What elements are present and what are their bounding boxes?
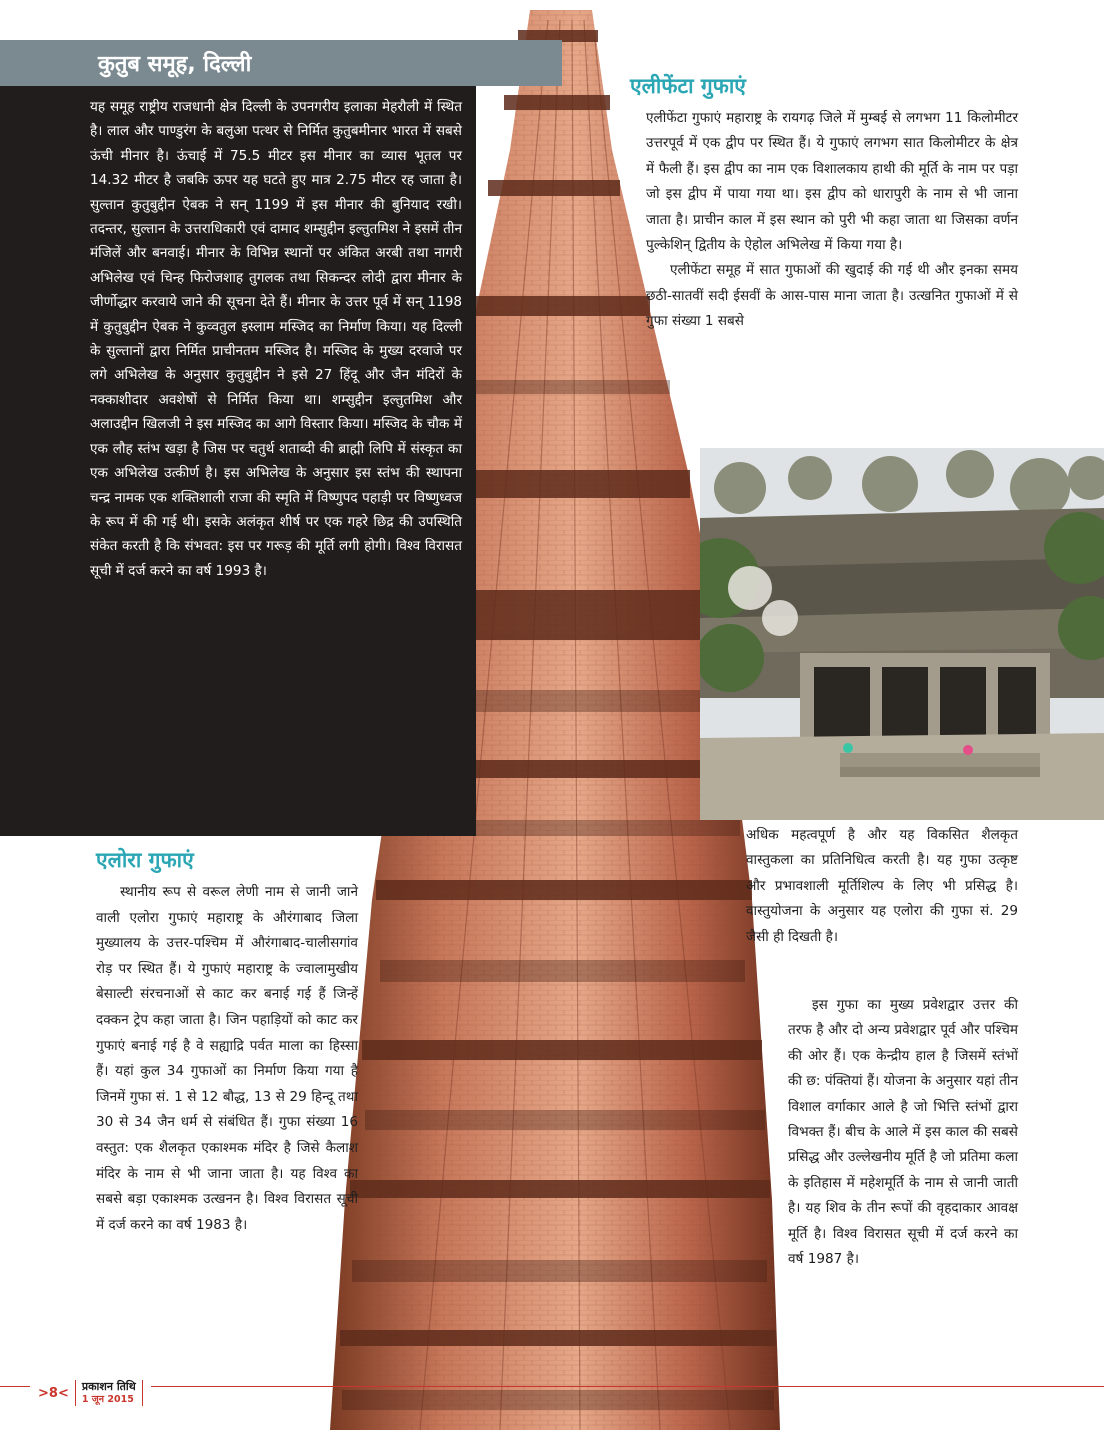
elephanta-paragraph-1: एलीफेंटा गुफाएं महाराष्ट्र के रायगढ़ जिले में मुम्बई से लगभग 11 किलोमीटर उत्तरपूर्व में एक द्वीप पर स्थित हैं। ये गुफाएं लगभग सात किलोमीटर के क्षेत्र में फैली हैं। इस द्वीप का नाम एक विशालकाय हाथी की मूर्ति के नाम पर पड़ा जो इस द्वीप में पाया गया था। इस द्वीप को धारापुरी के नाम से भी जाना जाता है। प्राचीन काल में इस स्थान को पुरी भी कहा जाता था जिसका वर्णन पुल्केशिन् द्वितीय के ऐहोल अभिलेख में किया गया है।	[646, 110, 1018, 254]
ellora-title: एलोरा गुफाएं	[96, 848, 194, 872]
elephanta-title: एलीफेंटा गुफाएं	[630, 74, 746, 98]
elephanta-paragraph-4: इस गुफा का मुख्य प्रवेशद्वार उत्तर की तरफ है और दो अन्य प्रवेशद्वार पूर्व और पश्चिम की ओर हैं। एक केन्द्रीय हाल है जिसमें स्तंभों की छ: पंक्तियां हैं। योजना के अनुसार यहां तीन विशाल वर्गाकार आले है जो भित्ति स्तंभों द्वारा विभक्त हैं। बीच के आले में इस काल की सबसे प्रसिद्ध और उल्लेखनीय मूर्ति है जो प्रतिमा कला के इतिहास में महेशमूर्ति के नाम से जानी जाती है। यह शिव के तीन रूपों की वृहदाकार आवक्ष मूर्ति है। विश्व विरासत सूची में दर्ज करने का वर्ष 1987 है।	[788, 997, 1018, 1268]
footer-divider	[75, 1380, 76, 1406]
elephanta-body-continued	[746, 823, 1018, 950]
qutub-paragraph: यह समूह राष्ट्रीय राजधानी क्षेत्र दिल्ली के उपनगरीय इलाका मेहरौली में स्थित है। लाल और पाण्डुरंग के बलुआ पत्थर से निर्मित कुतुबमीनार भारत में सबसे ऊंची मीनार है। ऊंचाई में 75.5 मीटर इस मीनार का व्यास भूतल पर 14.32 मीटर है जबकि ऊपर यह घटते हुए मात्र 2.75 मीटर रह जाता है। सुल्तान कुतुबुद्दीन ऐबक ने सन् 1199 में इस मीनार की बुनियाद रखी। तदन्तर, सुल्तान के उत्तराधिकारी एवं दामाद शम्सुद्दीन इल्तुतमिश ने इसमें तीन मंजिलें और बनवाई। मीनार के विभिन्न स्थानों पर अंकित अरबी तथा नागरी अभिलेख एवं चिन्ह फिरोजशाह तुगलक तथा सिकन्दर लोदी द्वारा मीनार के जीर्णोद्धार करवाये जाने की सूचना देते हैं। मीनार के उत्तर पूर्व में सन् 1198 में कुतुबुद्दीन ऐबक ने कुव्वतुल इस्लाम मस्जिद का निर्माण किया। यह दिल्ली के सुल्तानों द्वारा निर्मित प्राचीनतम मस्जिद है। मस्जिद के मुख्य दरवाजे पर लगे अभिलेख के अनुसार कुतुबुद्दीन ने इसे 27 हिंदू और जैन मंदिरों के नक्काशीदार अवशेषों से निर्मित किया था। शम्सुद्दीन इल्तुतमिश और अलाउद्दीन खिलजी ने इस मस्जिद का आगे विस्तार किया। मस्जिद के चौक में एक लौह स्तंभ खड़ा है जिस पर चतुर्थ शताब्दी की ब्राह्मी लिपि में संस्कृत का एक अभिलेख उत्कीर्ण है। इस अभिलेख के अनुसार इस स्तंभ की स्थापना चन्द्र नामक एक शक्तिशाली राजा की स्मृति में विष्णुपद पहाड़ी पर विष्णुध्वज के रूप में की गई थी। इसके अलंकृत शीर्ष पर एक गहरे छिद्र की उपस्थिति संकेत करती है कि संभवत: इस पर गरूड़ की मूर्ति लगी होगी। विश्व विरासत सूची में दर्ज करने का वर्ष 1993 है।	[90, 99, 462, 579]
elephanta-paragraph-2: एलीफेंटा समूह में सात गुफाओं की खुदाई की गई थी और इनका समय छठी-सातवीं सदी ईसवीं के आस-पास माना जाता है। उत्खनित गुफाओं में से गुफा संख्या 1 सबसे	[646, 262, 1018, 330]
page-footer	[30, 1378, 151, 1408]
elephanta-cave-photo	[700, 448, 1104, 820]
page-number: >8<	[38, 1385, 69, 1401]
publication-label: प्रकाशन तिथि	[81, 1380, 136, 1393]
qutub-body	[90, 95, 462, 583]
qutub-title-bar	[0, 40, 562, 86]
publication-date: 1 जून 2015	[81, 1394, 134, 1405]
ellora-body	[96, 880, 358, 1238]
footer-rule	[0, 1386, 1104, 1387]
footer-divider	[142, 1380, 143, 1406]
elephanta-body-final	[788, 993, 1018, 1272]
ellora-paragraph: स्थानीय रूप से वरूल लेणी नाम से जानी जाने वाली एलोरा गुफाएं महाराष्ट्र के औरंगाबाद जिला मुख्यालय के उत्तर-पश्चिम में औरंगाबाद-चालीसगांव रोड़ पर स्थित हैं। ये गुफाएं महाराष्ट्र के ज्वालामुखीय बेसाल्टी संरचनाओं से काट कर बनाई गई हैं जिन्हें दक्कन ट्रेप कहा जाता है। जिन पहाड़ियों को काट कर गुफाएं बनाई गई है वे सह्याद्रि पर्वत माला का हिस्सा हैं। यहां कुल 34 गुफाओं का निर्माण किया गया है जिनमें गुफा सं. 1 से 12 बौद्ध, 13 से 29 हिन्दू तथा 30 से 34 जैन धर्म से संबंधित हैं। गुफा संख्या 16 वस्तुत: एक शैलकृत एकाश्मक मंदिर है जिसे कैलाश मंदिर के नाम से भी जाना जाता है। यह विश्व का सबसे बड़ा एकाश्मक उत्खनन है। विश्व विरासत सूची में दर्ज करने का वर्ष 1983 है।	[96, 884, 358, 1233]
elephanta-body	[646, 106, 1018, 335]
elephanta-paragraph-3: अधिक महत्वपूर्ण है और यह विकसित शैलकृत वास्तुकला का प्रतिनिधित्व करती है। यह गुफा उत्कृष्ट और प्रभावशाली मूर्तिशिल्प के लिए भी प्रसिद्ध है। वास्तुयोजना के अनुसार यह एलोरा की गुफा सं. 29 जैसी ही दिखती है।	[746, 827, 1018, 945]
qutub-title: कुतुब समूह, दिल्ली	[98, 52, 252, 77]
publication-info	[82, 1380, 136, 1406]
